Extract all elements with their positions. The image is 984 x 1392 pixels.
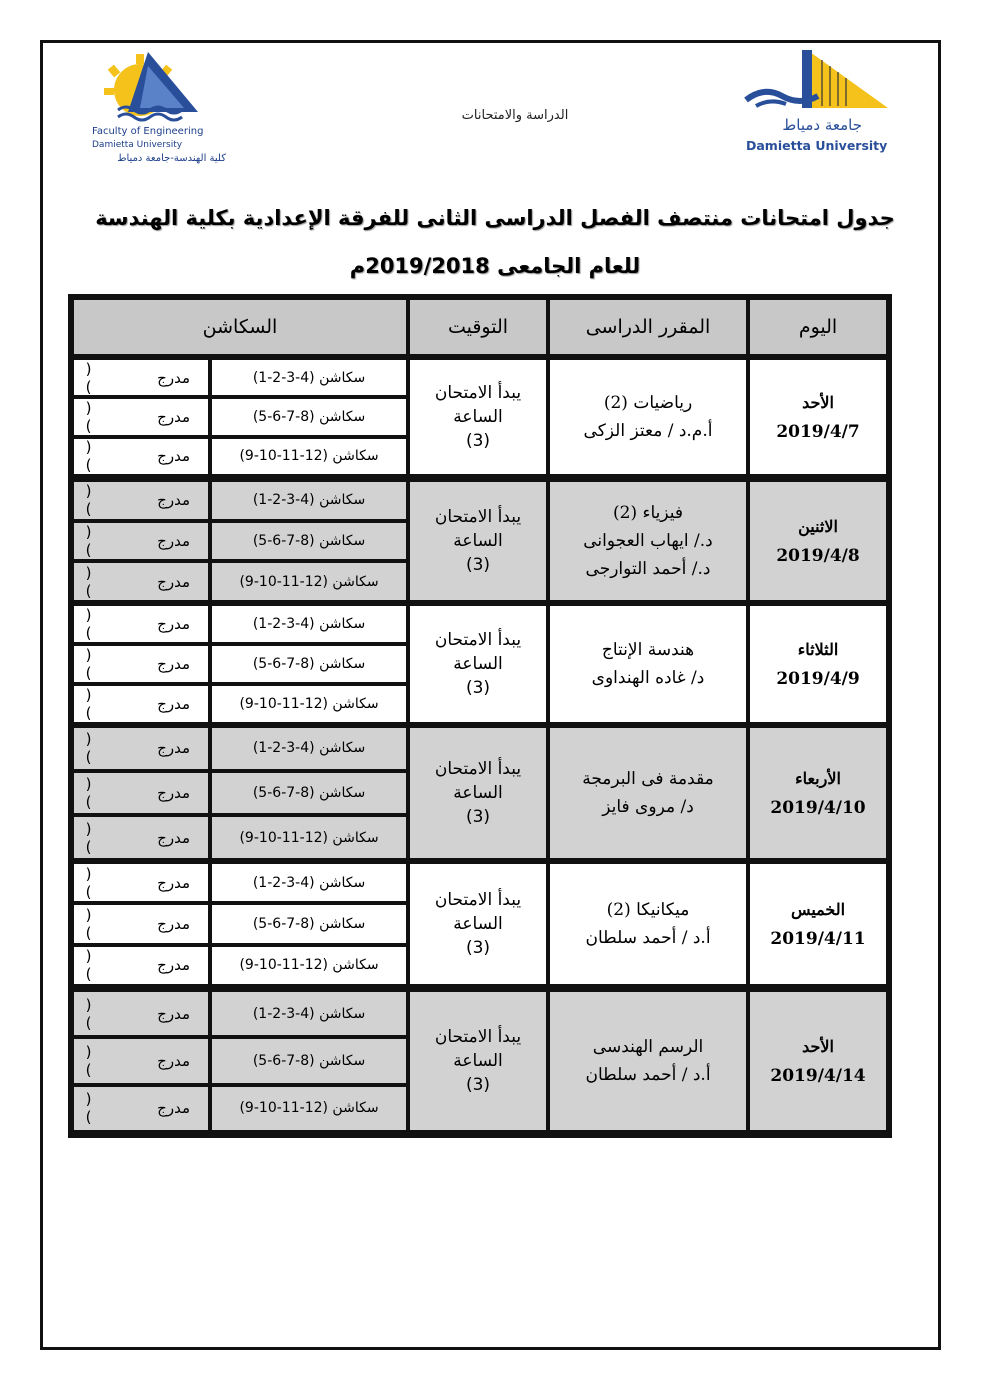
day-name: الخميس (790, 899, 846, 919)
hall-number-blank: ( ) (85, 646, 118, 682)
section-cell: سكاشن (12-11-10-9) (212, 686, 406, 722)
exam-date: 2019/4/14 (770, 1065, 866, 1086)
instructor-name: أ.م.د / معتز الزكى (583, 421, 713, 441)
course-cell (550, 606, 746, 722)
time-line: يبدأ الامتحان (434, 1027, 522, 1047)
section-cell: سكاشن (12-11-10-9) (212, 563, 406, 600)
time-cell (410, 864, 546, 984)
hall-cell (74, 947, 208, 984)
hall-number-blank: ( ) (85, 730, 118, 767)
time-line: (3) (465, 431, 491, 451)
hall-label: مدرج (157, 447, 190, 466)
hall-cell (74, 482, 208, 519)
faculty-logo (88, 50, 238, 170)
time-line: يبدأ الامتحان (434, 383, 522, 403)
hall-cell (74, 817, 208, 858)
section-cell: سكاشن (12-11-10-9) (212, 439, 406, 474)
course-cell (550, 992, 746, 1130)
section-cell: سكاشن (4-3-2-1) (212, 728, 406, 769)
hall-label: مدرج (157, 491, 190, 510)
hall-label: مدرج (157, 1051, 190, 1070)
course-cell (550, 864, 746, 984)
time-line: (3) (465, 678, 491, 698)
page-subtitle: للعام الجامعى 2019/2018م (349, 254, 641, 278)
instructor-name: د/ غاده الهنداوى (591, 668, 705, 688)
hall-cell (74, 563, 208, 600)
section-cell: سكاشن (8-7-6-5) (212, 399, 406, 434)
hall-number-blank: ( ) (85, 686, 118, 722)
hall-label: مدرج (157, 783, 190, 802)
hall-label: مدرج (157, 368, 190, 387)
hall-number-blank: ( ) (85, 522, 118, 559)
hall-number-blank: ( ) (85, 774, 118, 811)
header-course: المقرر الدراسى (550, 300, 746, 354)
hall-cell (74, 992, 208, 1035)
instructor-name: د./ أحمد التوارجى (585, 559, 711, 579)
logo-en-line2: Damietta University (92, 140, 183, 150)
day-name: الاثنين (798, 516, 838, 536)
logo-ar-line: كلية الهندسة-جامعة دمياط (117, 153, 226, 164)
instructor-name: أ.د / أحمد سلطان (585, 928, 711, 948)
hall-number-blank: ( ) (85, 819, 118, 856)
time-line: يبدأ الامتحان (434, 759, 522, 779)
logo-ar-name: جامعة دمياط (782, 116, 862, 134)
logo-en-line1: Faculty of Engineering (92, 126, 204, 137)
course-name: رياضيات (2) (603, 393, 693, 413)
time-line: الساعة (453, 783, 503, 803)
time-line: (3) (465, 555, 491, 575)
day-name: الأحد (802, 392, 834, 412)
course-cell (550, 728, 746, 858)
page-title: جدول امتحانات منتصف الفصل الدراسى الثانى للفرقة الإعدادية بكلية الهندسة (95, 206, 895, 230)
hall-cell (74, 523, 208, 560)
hall-cell (74, 686, 208, 722)
instructor-name: د./ ايهاب العجوانى (583, 531, 713, 551)
logo-en-name: Damietta University (746, 138, 888, 153)
exam-date: 2019/4/8 (776, 545, 860, 566)
section-cell: سكاشن (4-3-2-1) (212, 606, 406, 642)
hall-cell (74, 1039, 208, 1082)
day-cell (750, 606, 886, 722)
hall-cell (74, 399, 208, 434)
hall-number-blank: ( ) (85, 1042, 118, 1079)
day-name: الأحد (802, 1036, 834, 1056)
time-line: (3) (465, 807, 491, 827)
hall-cell (74, 773, 208, 814)
hall-cell (74, 1087, 208, 1130)
hall-number-blank: ( ) (85, 905, 118, 942)
hall-number-blank: ( ) (85, 606, 118, 642)
hall-number-blank: ( ) (85, 1090, 118, 1127)
day-cell (750, 360, 886, 474)
hall-label: مدرج (157, 873, 190, 892)
hall-cell (74, 864, 208, 901)
time-cell (410, 360, 546, 474)
day-cell (750, 864, 886, 984)
hall-number-blank: ( ) (85, 359, 118, 396)
section-cell: سكاشن (8-7-6-5) (212, 773, 406, 814)
hall-label: مدرج (157, 695, 190, 713)
time-cell (410, 606, 546, 722)
section-cell: سكاشن (8-7-6-5) (212, 1039, 406, 1082)
time-cell (410, 482, 546, 600)
exam-date: 2019/4/11 (770, 928, 866, 949)
time-line: يبدأ الامتحان (434, 507, 522, 527)
time-line: يبدأ الامتحان (434, 890, 522, 910)
hall-label: مدرج (157, 914, 190, 933)
section-cell: سكاشن (4-3-2-1) (212, 992, 406, 1035)
time-cell (410, 728, 546, 858)
hall-cell (74, 728, 208, 769)
section-cell: سكاشن (4-3-2-1) (212, 864, 406, 901)
hall-number-blank: ( ) (85, 995, 118, 1032)
course-name: فيزياء (2) (612, 503, 684, 523)
header-day: اليوم (750, 300, 886, 354)
course-name: هندسة الإنتاج (601, 640, 695, 660)
hall-label: مدرج (157, 615, 190, 633)
day-name: الأربعاء (795, 768, 841, 788)
course-name: الرسم الهندسى (592, 1037, 704, 1057)
hall-label: مدرج (157, 655, 190, 673)
section-cell: سكاشن (8-7-6-5) (212, 646, 406, 682)
course-cell (550, 360, 746, 474)
section-cell: سكاشن (12-11-10-9) (212, 947, 406, 984)
day-cell (750, 728, 886, 858)
time-line: الساعة (453, 1051, 503, 1071)
hall-label: مدرج (157, 1004, 190, 1023)
course-name: مقدمة فى البرمجة (582, 769, 714, 789)
hall-number-blank: ( ) (85, 438, 118, 475)
time-line: الساعة (453, 531, 503, 551)
time-cell (410, 992, 546, 1130)
section-cell: سكاشن (8-7-6-5) (212, 523, 406, 560)
hall-number-blank: ( ) (85, 399, 118, 435)
time-line: الساعة (453, 914, 503, 934)
hall-cell (74, 606, 208, 642)
course-name: ميكانيكا (2) (606, 900, 690, 920)
hall-number-blank: ( ) (85, 864, 118, 901)
hall-number-blank: ( ) (85, 482, 118, 519)
section-cell: سكاشن (8-7-6-5) (212, 905, 406, 942)
day-cell (750, 992, 886, 1130)
hall-cell (74, 905, 208, 942)
time-line: يبدأ الامتحان (434, 630, 522, 650)
hall-cell (74, 439, 208, 474)
hall-number-blank: ( ) (85, 947, 118, 984)
hall-label: مدرج (157, 956, 190, 975)
day-name: الثلاثاء (797, 639, 839, 659)
hall-label: مدرج (157, 531, 190, 550)
hall-number-blank: ( ) (85, 563, 118, 600)
exam-date: 2019/4/7 (776, 421, 860, 442)
section-cell: سكاشن (4-3-2-1) (212, 482, 406, 519)
university-logo (742, 50, 892, 160)
hall-label: مدرج (157, 1099, 190, 1118)
time-line: (3) (465, 938, 491, 958)
schedule-table (68, 294, 892, 1138)
exam-date: 2019/4/9 (776, 668, 860, 689)
section-cell: سكاشن (12-11-10-9) (212, 817, 406, 858)
instructor-name: د/ مروى فايز (602, 797, 694, 817)
hall-cell (74, 646, 208, 682)
header-sections: السكاشن (74, 300, 406, 354)
hall-label: مدرج (157, 739, 190, 758)
time-line: الساعة (453, 654, 503, 674)
hall-label: مدرج (157, 828, 190, 847)
hall-label: مدرج (157, 407, 190, 426)
course-cell (550, 482, 746, 600)
section-cell: سكاشن (12-11-10-9) (212, 1087, 406, 1130)
time-line: الساعة (453, 407, 503, 427)
instructor-name: أ.د / أحمد سلطان (585, 1065, 711, 1085)
hall-label: مدرج (157, 572, 190, 591)
exam-date: 2019/4/10 (770, 797, 866, 818)
department-label: الدراسة والامتحانات (461, 108, 569, 123)
header-time: التوقيت (410, 300, 546, 354)
section-cell: سكاشن (4-3-2-1) (212, 360, 406, 395)
time-line: (3) (465, 1075, 491, 1095)
day-cell (750, 482, 886, 600)
hall-cell (74, 360, 208, 395)
